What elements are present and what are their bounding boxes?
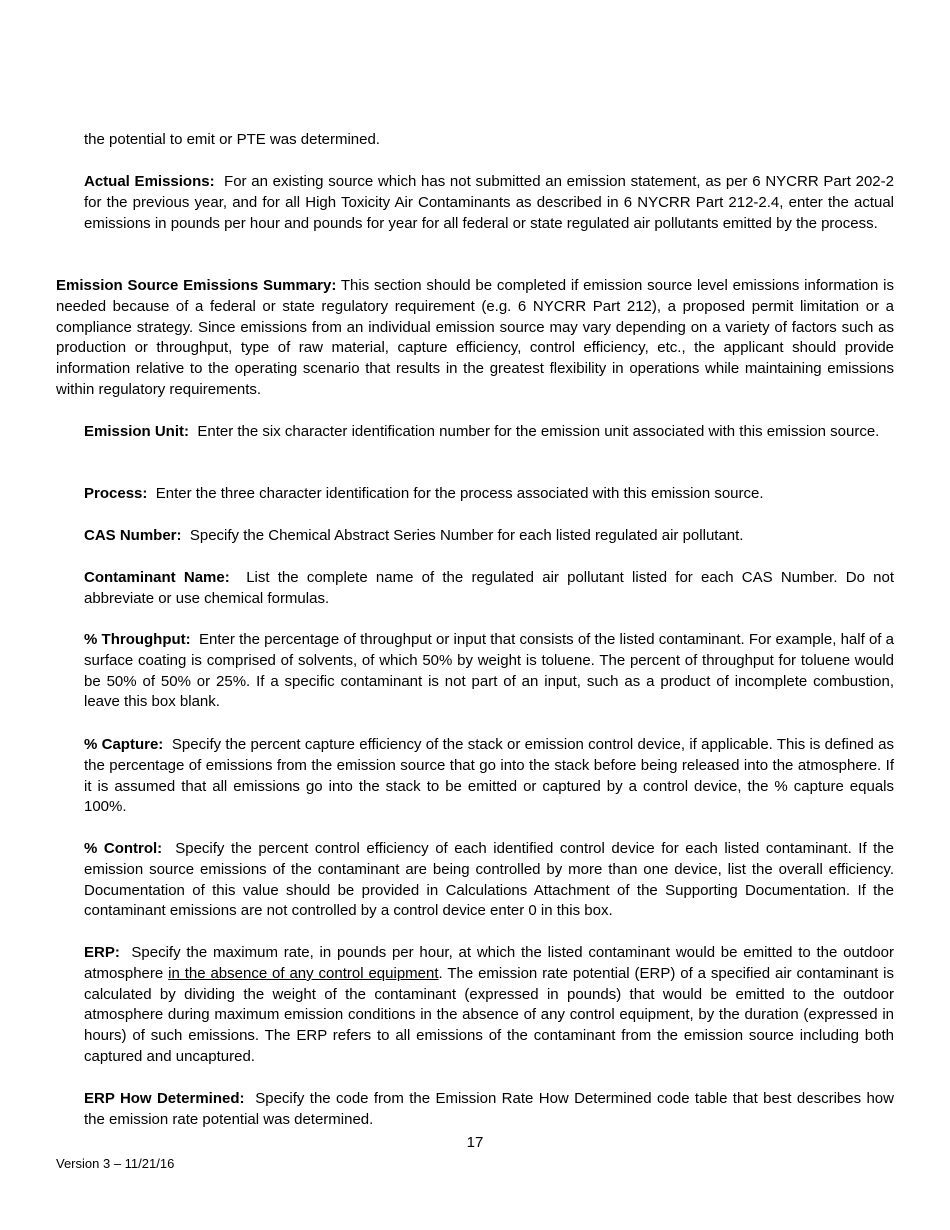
intro-paragraph <box>84 130 894 151</box>
throughput-paragraph <box>84 630 894 713</box>
cas-number-paragraph <box>84 526 894 547</box>
process-label: Process: <box>84 485 148 502</box>
capture-text: Specify the percent capture efficiency of the stack or emission control device, if applicable. This is defined as the percentage of emissions from the emission source that go into the stack before being released into the atmosphere. If it is assumed that all emissions go into the stack to be emitted or captured by a control device, the % capture equals 100%. <box>84 736 894 816</box>
actual-emissions-label: Actual Emissions: <box>84 173 215 190</box>
emission-unit-text: Enter the six character identification number for the emission unit associated with this emission source. <box>197 423 880 440</box>
erp-how-determined-label: ERP How Determined: <box>84 1090 245 1107</box>
version-label: Version 3 – 11/21/16 <box>56 1156 175 1171</box>
capture-paragraph <box>84 735 894 818</box>
control-text: Specify the percent control efficiency of each identified control device for each listed contaminant. If the emission source emissions of the contaminant are being controlled by more than one device, list the overall efficiency. Documentation of this value should be provided in Calculations Attachment of the Supporting Documentation. If the contaminant emissions are not controlled by a control device enter 0 in this box. <box>84 840 894 920</box>
emissions-summary-label: Emission Source Emissions Summary: <box>56 277 337 294</box>
throughput-text: Enter the percentage of throughput or input that consists of the listed contaminant. For example, half of a surface coating is comprised of solvents, of which 50% by weight is toluene. The percent of throughput for toluene would be 50% of 50% or 25%. If a specific contaminant is not part of an input, such as a product of incomplete combustion, leave this box blank. <box>84 631 894 711</box>
actual-emissions-paragraph <box>84 172 894 234</box>
throughput-label: % Throughput: <box>84 631 191 648</box>
emissions-summary-paragraph <box>56 276 894 401</box>
cas-number-label: CAS Number: <box>84 527 182 544</box>
erp-label: ERP: <box>84 944 120 961</box>
contaminant-name-text: List the complete name of the regulated air pollutant listed for each CAS Number. Do not abbreviate or use chemical formulas. <box>84 569 894 607</box>
intro-text: the potential to emit or PTE was determined. <box>84 131 380 148</box>
erp-how-determined-paragraph <box>84 1089 894 1131</box>
contaminant-name-paragraph <box>84 568 894 610</box>
process-text: Enter the three character identification for the process associated with this emission source. <box>155 485 764 502</box>
emission-unit-paragraph <box>84 422 894 443</box>
emission-unit-label: Emission Unit: <box>84 423 190 440</box>
emissions-summary-text: This section should be completed if emission source level emissions information is needed because of a federal or state regulatory requirement (e.g. 6 NYCRR Part 212), a proposed permit limitation or a compliance strategy. Since emissions from an individual emission source may vary depending on a variety of factors such as production or throughput, type of raw material, capture efficiency, control efficiency, etc., the applicant should provide information relative to the operating scenario that results in the greatest flexibility in operations while maintaining emissions within regulatory requirements. <box>56 277 894 398</box>
control-paragraph <box>84 839 894 922</box>
cas-number-text: Specify the Chemical Abstract Series Number for each listed regulated air pollutant. <box>189 527 744 544</box>
capture-label: % Capture: <box>84 736 164 753</box>
control-label: % Control: <box>84 840 163 857</box>
erp-underlined-phrase: in the absence of any control equipment <box>168 964 439 982</box>
erp-how-determined-text: Specify the code from the Emission Rate How Determined code table that best describes how the emission rate potential was determined. <box>84 1090 894 1128</box>
erp-text-before: Specify the maximum rate, in pounds per hour, at which the listed contaminant would be emitted to the outdoor atmosphere <box>84 944 894 982</box>
erp-text-after: . The emission rate potential (ERP) of a specified air contaminant is calculated by dividing the weight of the contaminant (expressed in pounds) that would be emitted to the outdoor atmosphere during maximum emission conditions in the absence of any control equipment, by the duration (expressed in hours) of such emissions. The ERP refers to all emissions of the contaminant from the emission source including both captured and uncaptured. <box>84 964 895 1065</box>
page-number: 17 <box>466 1134 484 1151</box>
process-paragraph <box>84 484 894 505</box>
erp-paragraph <box>84 943 894 1068</box>
actual-emissions-text: For an existing source which has not submitted an emission statement, as per 6 NYCRR Part 202-2 for the previous year, and for all High Toxicity Air Contaminants as described in 6 NYCRR Part 212-2.4, enter the actual emissions in pounds per hour and pounds for year for all federal or state regulated air pollutants emitted by the process. <box>84 173 894 232</box>
contaminant-name-label: Contaminant Name: <box>84 569 230 586</box>
